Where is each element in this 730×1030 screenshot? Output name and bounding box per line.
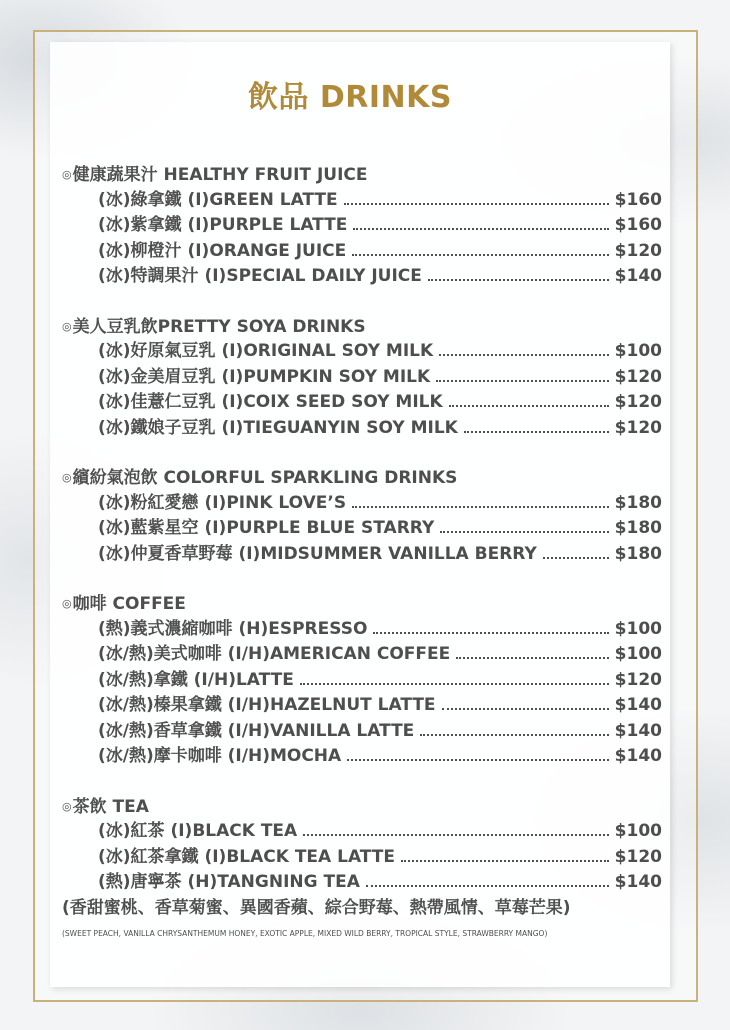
item-name: (冰)藍紫星空 (I)PURPLE BLUE STARRY — [98, 518, 435, 538]
item-price: $140 — [614, 266, 662, 286]
item-name: (冰)佳薏仁豆乳 (I)COIX SEED SOY MILK — [98, 392, 443, 412]
menu-item — [62, 390, 662, 416]
dot-leader — [347, 759, 608, 761]
item-price: $120 — [614, 240, 662, 261]
item-name: (冰)好原氣豆乳 (I)ORIGINAL SOY MILK — [98, 341, 434, 361]
section-heading-label: 茶飲 TEA — [72, 796, 149, 817]
dot-leader — [401, 860, 609, 862]
tea-flavors-english: (SWEET PEACH, VANILLA CHRYSANTHEMUM HONEY, EXOTIC APPLE, MIXED WILD BERRY, TROPICAL STYLE, STRAWBERRY MANGO) — [62, 929, 548, 938]
section-healthy-fruit-juice — [62, 162, 662, 290]
item-price: $160 — [614, 189, 662, 210]
bullet-icon: ◎ — [62, 319, 72, 333]
menu-item — [62, 870, 662, 896]
dot-leader — [344, 203, 609, 205]
item-name: (冰/熱)榛果拿鐵 (I/H)HAZELNUT LATTE — [98, 695, 436, 715]
dot-leader — [440, 531, 608, 533]
menu-item — [62, 617, 662, 643]
dot-leader — [352, 254, 608, 256]
item-price: $120 — [614, 669, 662, 690]
section-pretty-soya-drinks — [62, 314, 662, 442]
item-name: (冰)鐵娘子豆乳 (I)TIEGUANYIN SOY MILK — [98, 417, 458, 438]
dot-leader — [428, 279, 609, 281]
item-name: (冰)柳橙汁 (I)ORANGE JUICE — [98, 240, 347, 261]
section-heading-label: 美人豆乳飲PRETTY SOYA DRINKS — [72, 316, 366, 337]
page-title: 飲品 DRINKS — [247, 80, 453, 115]
item-name: (冰)紅茶 (I)BLACK TEA — [98, 821, 298, 841]
menu-item — [62, 744, 662, 770]
menu-item — [62, 668, 662, 694]
dot-leader — [373, 632, 608, 634]
menu-item — [62, 845, 662, 871]
item-price: $120 — [614, 366, 662, 387]
item-price: $100 — [614, 618, 662, 639]
dot-leader — [353, 228, 608, 230]
menu-item — [62, 719, 662, 745]
menu-item — [62, 642, 662, 668]
dot-leader — [543, 557, 609, 559]
dot-leader — [442, 708, 609, 710]
item-price: $180 — [614, 492, 662, 513]
item-price: $180 — [614, 543, 662, 564]
item-name: (冰/熱)香草拿鐵 (I/H)VANILLA LATTE — [98, 720, 415, 741]
bullet-icon: ◎ — [62, 168, 72, 181]
section-heading — [62, 794, 662, 820]
item-name: (冰)紫拿鐵 (I)PURPLE LATTE — [98, 215, 348, 235]
menu-item — [62, 693, 662, 719]
menu-item — [62, 188, 662, 214]
menu-item — [62, 339, 662, 365]
item-name: (冰)金美眉豆乳 (I)PUMPKIN SOY MILK — [98, 366, 431, 387]
item-name: (冰)綠拿鐵 (I)GREEN LATTE — [98, 189, 338, 210]
item-price: $120 — [614, 846, 662, 867]
menu-item — [62, 491, 662, 517]
item-price: $100 — [614, 821, 662, 841]
menu-item — [62, 239, 662, 265]
item-name: (冰)特調果汁 (I)SPECIAL DAILY JUICE — [98, 266, 422, 286]
bullet-icon: ◎ — [62, 799, 72, 813]
dot-leader — [420, 734, 608, 736]
menu-item — [62, 542, 662, 568]
item-name: (冰)粉紅愛戀 (I)PINK LOVE’S — [98, 492, 347, 513]
menu-item — [62, 819, 662, 845]
item-name: (冰/熱)美式咖啡 (I/H)AMERICAN COFFEE — [98, 644, 451, 664]
item-name: (冰)仲夏香草野莓 (I)MIDSUMMER VANILLA BERRY — [98, 543, 537, 564]
item-price: $180 — [614, 518, 662, 538]
item-name: (熱)義式濃縮咖啡 (H)ESPRESSO — [98, 618, 368, 639]
item-price: $140 — [614, 872, 662, 892]
dot-leader — [352, 506, 609, 508]
section-heading-label: 健康蔬果汁 HEALTHY FRUIT JUICE — [72, 165, 368, 185]
item-price: $120 — [614, 392, 662, 412]
section-tea — [62, 794, 662, 939]
section-heading-label: 咖啡 COFFEE — [72, 594, 186, 614]
dot-leader — [300, 683, 609, 685]
item-name: (冰/熱)摩卡咖啡 (I/H)MOCHA — [98, 746, 342, 766]
menu-item — [62, 213, 662, 239]
item-price: $160 — [614, 215, 662, 235]
section-colorful-sparkling-drinks — [62, 465, 662, 567]
tea-flavors: (香甜蜜桃、香草菊蜜、異國香蘋、綜合野莓、熱帶風情、草莓芒果) — [62, 897, 571, 918]
bullet-icon: ◎ — [62, 471, 72, 484]
item-price: $140 — [614, 695, 662, 715]
item-name: (熱)唐寧茶 (H)TANGNING TEA — [98, 872, 360, 892]
section-heading — [62, 591, 662, 617]
dot-leader — [303, 834, 608, 836]
section-heading — [62, 465, 662, 491]
dot-leader — [436, 380, 608, 382]
item-name: (冰/熱)拿鐵 (I/H)LATTE — [98, 669, 294, 690]
section-coffee — [62, 591, 662, 770]
item-price: $100 — [614, 644, 662, 664]
item-price: $140 — [614, 746, 662, 766]
menu-item — [62, 365, 662, 391]
menu-content — [62, 162, 662, 962]
menu-item — [62, 416, 662, 442]
item-name: (冰)紅茶拿鐵 (I)BLACK TEA LATTE — [98, 846, 395, 867]
menu-item — [62, 264, 662, 290]
section-heading — [62, 162, 662, 188]
section-heading — [62, 314, 662, 340]
bullet-icon: ◎ — [62, 597, 72, 610]
menu-item — [62, 516, 662, 542]
dot-leader — [439, 354, 609, 356]
item-price: $100 — [614, 341, 662, 361]
dot-leader — [366, 885, 609, 887]
dot-leader — [456, 657, 608, 659]
item-price: $120 — [614, 417, 662, 438]
item-price: $140 — [614, 720, 662, 741]
dot-leader — [464, 431, 609, 433]
section-heading-label: 繽紛氣泡飲 COLORFUL SPARKLING DRINKS — [72, 468, 458, 488]
dot-leader — [449, 405, 609, 407]
